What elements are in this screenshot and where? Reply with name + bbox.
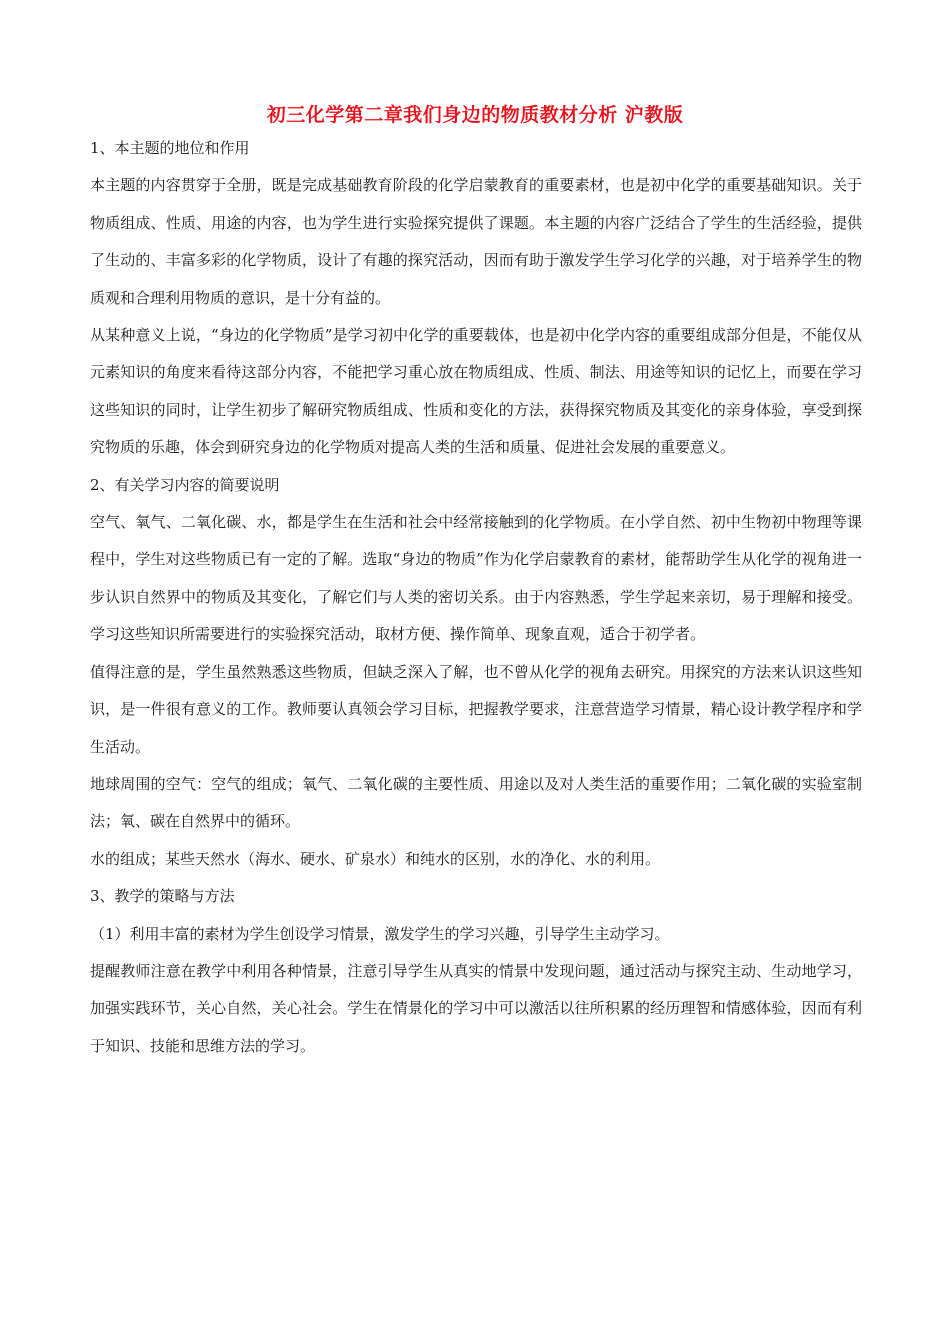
paragraph: 水的组成；某些天然水（海水、硬水、矿泉水）和纯水的区别，水的净化、水的利用。 bbox=[90, 849, 661, 868]
paragraph: 地球周围的空气：空气的组成；氧气、二氧化碳的主要性质、用途以及对人类生活的重要作用；二氧化碳的实验室制法；氧、碳在自然界中的循环。 bbox=[90, 774, 862, 831]
paragraph: （1）利用丰富的素材为学生创设学习情景，激发学生的学习兴趣，引导学生主动学习。 bbox=[90, 924, 670, 943]
section-heading-2: 2、有关学习内容的简要说明 bbox=[90, 475, 280, 494]
paragraph: 从某种意义上说，“身边的化学物质”是学习初中化学的重要载体，也是初中化学内容的重要组成部分但是，不能仅从元素知识的角度来看待这部分内容，不能把学习重心放在物质组成、性质、制法、用途等知识的记忆上，而要在学习这些知识的同时，让学生初步了解研究物质组成、性质和变化的方法，获得探究物质及其变化的亲身体验，享受到探究物质的乐趣，体会到研究身边的化学物质对提高人类的生活和质量、促进社会发展的重要意义。 bbox=[90, 326, 862, 457]
document-body bbox=[90, 130, 862, 1065]
section-heading-3: 3、教学的策略与方法 bbox=[90, 887, 235, 906]
paragraph: 提醒教师注意在教学中利用各种情景，注意引导学生从真实的情景中发现问题，通过活动与探究主动、生动地学习，加强实践环节，关心自然，关心社会。学生在情景化的学习中可以激活以往所积累的经历理智和情感体验，因而有利于知识、技能和思维方法的学习。 bbox=[90, 961, 862, 1055]
paragraph: 本主题的内容贯穿于全册，既是完成基础教育阶段的化学启蒙教育的重要素材，也是初中化学的重要基础知识。关于物质组成、性质、用途的内容，也为学生进行实验探究提供了课题。本主题的内容广泛结合了学生的生活经验，提供了生动的、丰富多彩的化学物质，设计了有趣的探究活动，因而有助于激发学生学习化学的兴趣，对于培养学生的物质观和合理利用物质的意识，是十分有益的。 bbox=[90, 176, 862, 307]
paragraph: 空气、氧气、二氧化碳、水，都是学生在生活和社会中经常接触到的化学物质。在小学自然、初中生物初中物理等课程中，学生对这些物质已有一定的了解。选取“身边的物质”作为化学启蒙教育的素材，能帮助学生从化学的视角进一步认识自然界中的物质及其变化，了解它们与人类的密切关系。由于内容熟悉，学生学起来亲切，易于理解和接受。学习这些知识所需要进行的实验探究活动，取材方便、操作简单、现象直观，适合于初学者。 bbox=[90, 513, 862, 644]
document-title: 初三化学第二章我们身边的物质教材分析 沪教版 bbox=[266, 104, 684, 126]
paragraph: 值得注意的是，学生虽然熟悉这些物质，但缺乏深入了解，也不曾从化学的视角去研究。用探究的方法来认识这些知识，是一件很有意义的工作。教师要认真领会学习目标，把握教学要求，注意营造学习情景，精心设计教学程序和学生活动。 bbox=[90, 662, 862, 756]
section-heading-1: 1、本主题的地位和作用 bbox=[90, 139, 250, 157]
